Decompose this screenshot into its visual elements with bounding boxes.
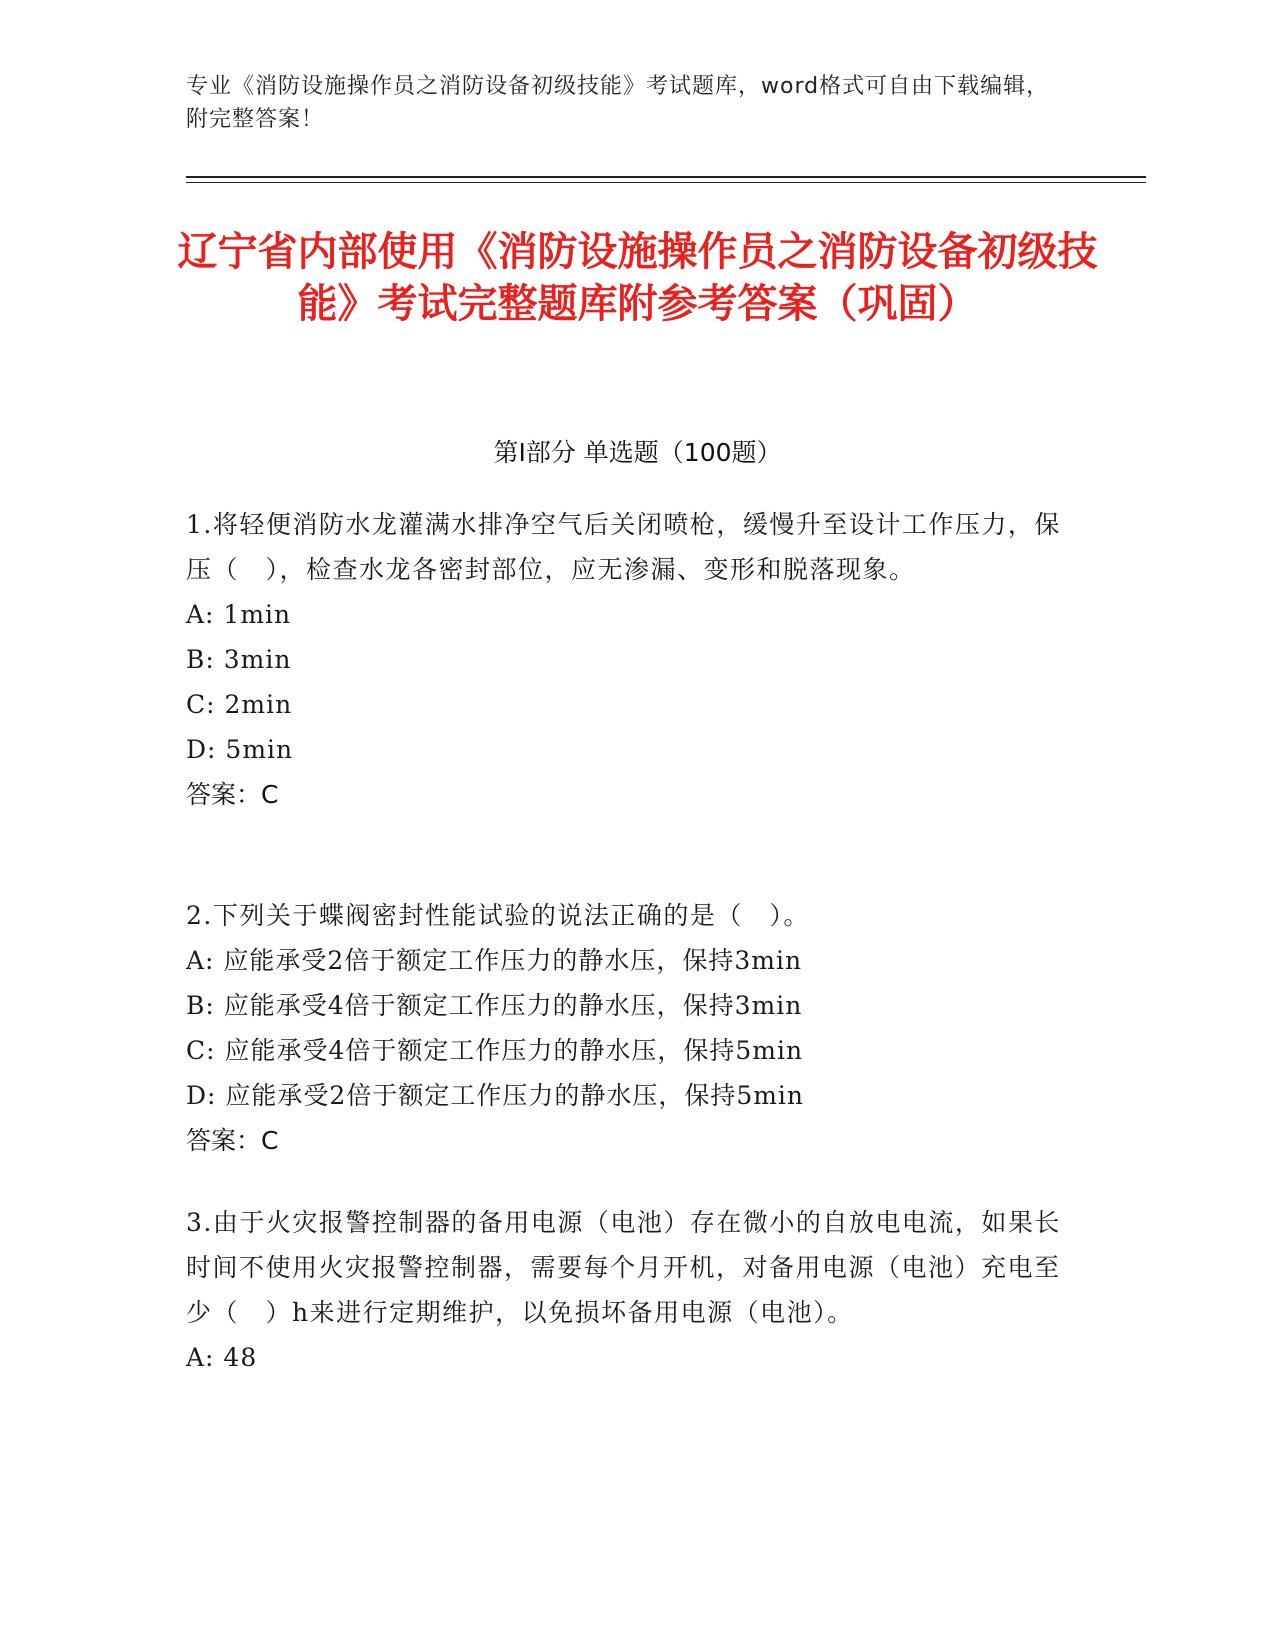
question-2 xyxy=(186,893,1066,1163)
option-d: D: 5min xyxy=(186,735,294,764)
option-b: B: 3min xyxy=(186,645,292,674)
question-3 xyxy=(186,1200,1066,1380)
document-title: 辽宁省内部使用《消防设施操作员之消防设备初级技能》考试完整题库附参考答案（巩固） xyxy=(177,229,1098,327)
option-c: C: 应能承受4倍于额定工作压力的静水压，保持5min xyxy=(186,1036,804,1065)
option-d: D: 应能承受2倍于额定工作压力的静水压，保持5min xyxy=(186,1081,805,1110)
question-1 xyxy=(186,502,1066,817)
option-a: A: 48 xyxy=(186,1343,258,1372)
header-divider-thick xyxy=(186,176,1146,178)
question-text: 2.下列关于蝶阀密封性能试验的说法正确的是（ ）。 xyxy=(186,901,810,930)
option-b: B: 应能承受4倍于额定工作压力的静水压，保持3min xyxy=(186,991,803,1020)
answer: 答案：C xyxy=(186,780,279,809)
option-a: A: 1min xyxy=(186,600,292,629)
header-note: 专业《消防设施操作员之消防设备初级技能》考试题库，word格式可自由下载编辑，附完整答案！ xyxy=(186,74,1050,132)
question-text: 3.由于火灾报警控制器的备用电源（电池）存在微小的自放电电流，如果长时间不使用火灾报警控制器，需要每个月开机，对备用电源（电池）充电至少（ ）h来进行定期维护，以免损坏备用电源（电池）。 xyxy=(186,1208,1061,1327)
option-c: C: 2min xyxy=(186,690,293,719)
header-divider-thin xyxy=(186,182,1146,183)
answer: 答案：C xyxy=(186,1126,279,1155)
section-heading: 第Ⅰ部分 单选题（100题） xyxy=(493,438,782,467)
question-text: 1.将轻便消防水龙灌满水排净空气后关闭喷枪，缓慢升至设计工作压力，保压（ ），检查水龙各密封部位，应无渗漏、变形和脱落现象。 xyxy=(186,510,1061,584)
option-a: A: 应能承受2倍于额定工作压力的静水压，保持3min xyxy=(186,946,803,975)
